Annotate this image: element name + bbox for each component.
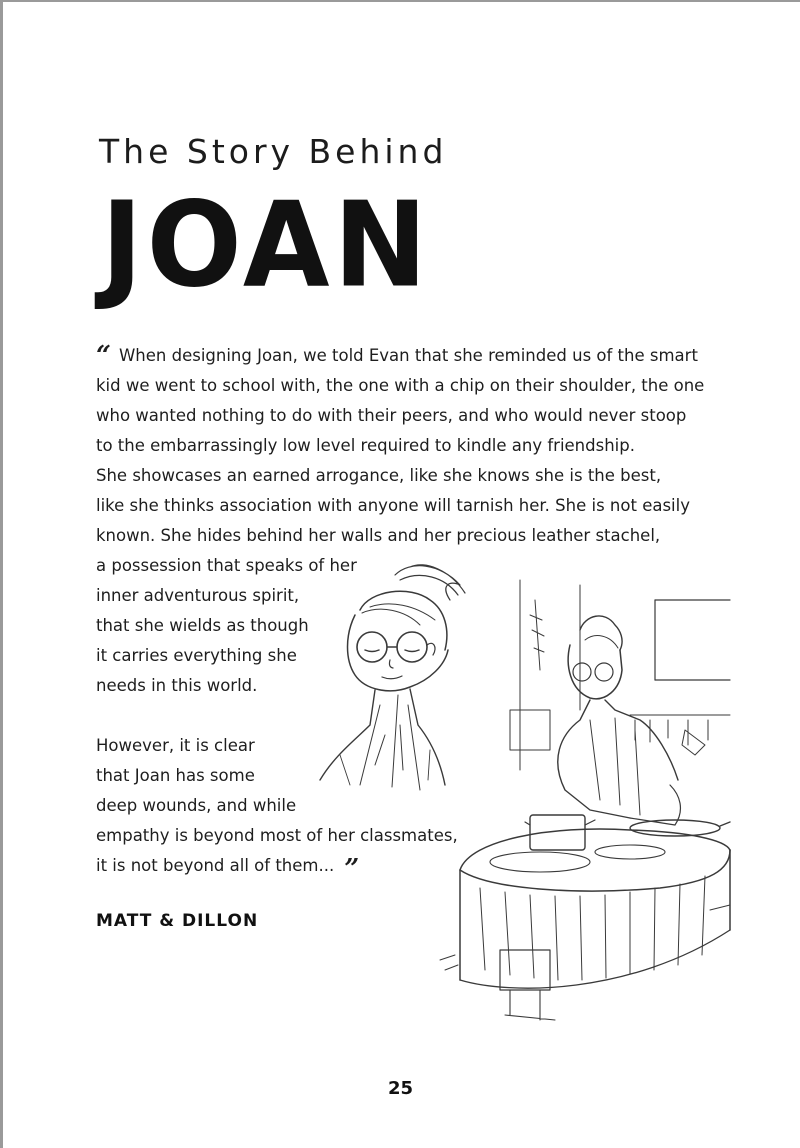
quote-line: that she wields as though: [96, 616, 309, 635]
quote-line: inner adventurous spirit,: [96, 586, 300, 605]
quote-line: empathy is beyond most of her classmates,: [96, 826, 458, 845]
quote-line: it is not beyond all of them... ”: [96, 854, 358, 884]
quote-line: However, it is clear: [96, 736, 255, 755]
quote-line: to the embarrassingly low level required to kindle any friendship.: [96, 436, 635, 455]
quote-line: “ When designing Joan, we told Evan that she reminded us of the smart: [96, 341, 698, 371]
open-quote-mark: “: [96, 341, 109, 371]
quote-line: it carries everything she: [96, 646, 297, 665]
quote-line: known. She hides behind her walls and her precious leather stachel,: [96, 526, 661, 545]
quote-line: like she thinks association with anyone will tarnish her. She is not easily: [96, 496, 690, 515]
quote-line: needs in this world.: [96, 676, 258, 695]
quote-line: who wanted nothing to do with their peers, and who would never stoop: [96, 406, 687, 425]
quote-line: a possession that speaks of her: [96, 556, 357, 575]
joan-cooking-sketch-icon: [430, 570, 740, 1030]
page-number: 25: [388, 1078, 414, 1099]
quote-line: that Joan has some: [96, 766, 255, 785]
page-title: JOAN: [101, 177, 432, 315]
quote-line: kid we went to school with, the one with a chip on their shoulder, the one: [96, 376, 705, 395]
quote-line: deep wounds, and while: [96, 796, 297, 815]
quote-line: She showcases an earned arrogance, like she knows she is the best,: [96, 466, 662, 485]
close-quote-mark: ”: [344, 854, 358, 884]
page-kicker: The Story Behind: [99, 132, 448, 171]
byline: MATT & DILLON: [96, 911, 259, 931]
